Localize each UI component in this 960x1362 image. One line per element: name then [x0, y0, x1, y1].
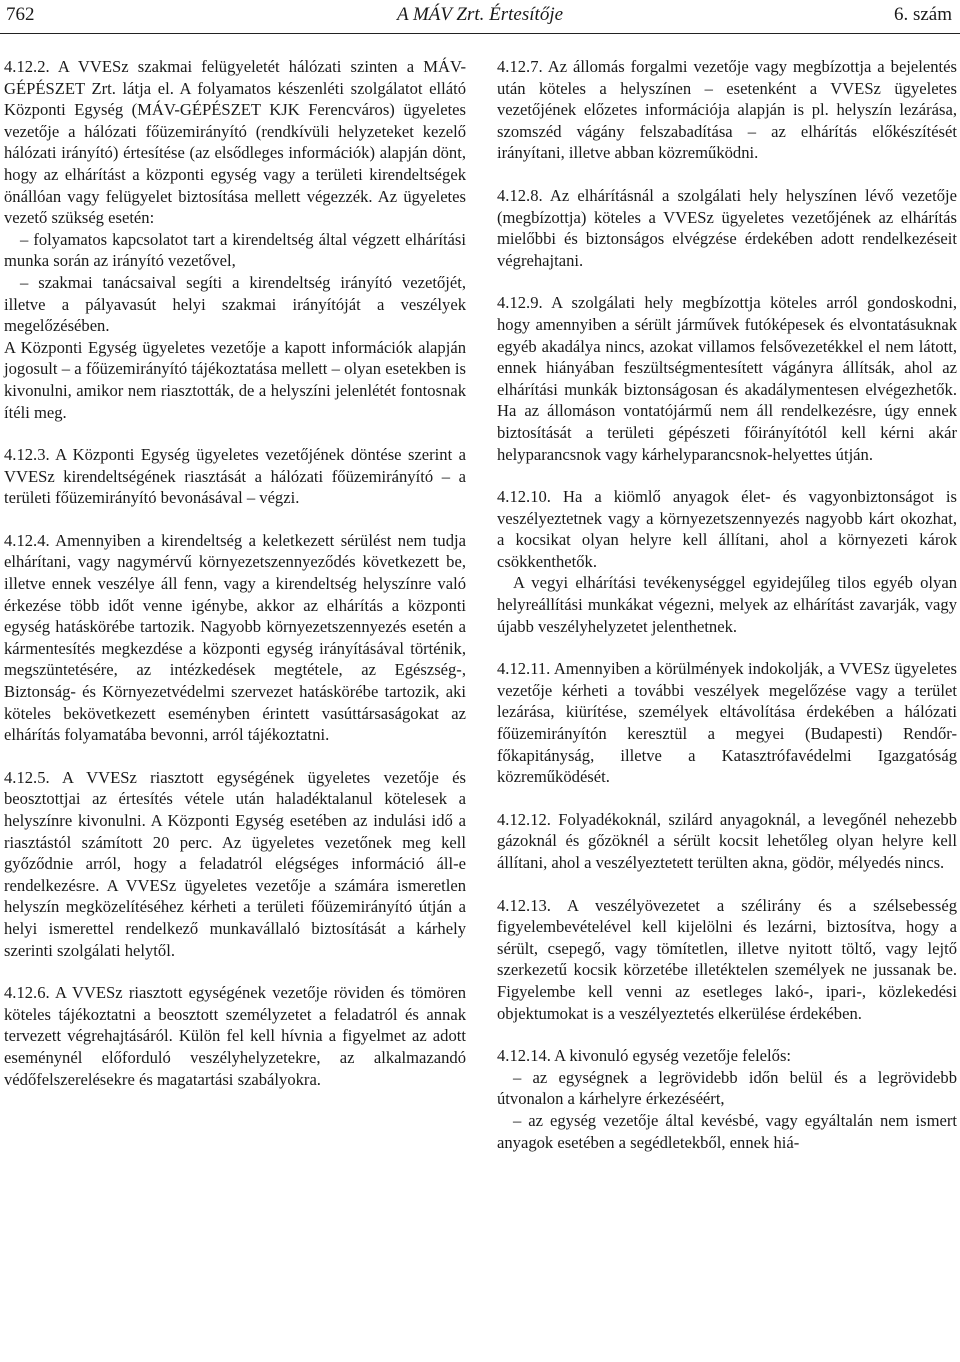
section-number: 4.12.9.	[497, 293, 543, 313]
section-4-12-10	[497, 486, 957, 572]
section-text: Az elhárításnál a szolgálati hely helyszínen lévő vezetője (megbízottja) köteles a VVESz ügyeletes vezetőjének az elhárítás mielőbbi és biztonságos elvégzése érdekében adott rendelkezéseit végrehajtani.	[497, 185, 957, 270]
section-number: 4.12.12.	[497, 809, 551, 829]
section-number: 4.12.11.	[497, 659, 551, 679]
section-text: Folyadékoknál, szilárd anyagoknál, a levegőnél nehezebb gázoknál és gőzöknél a sérült kocsit lehetőleg olyan helyre kell állítani, ahol a veszélyeztetett terülten akna, gödör, mélyedés nincs.	[497, 809, 957, 872]
section-number: 4.12.2.	[4, 57, 50, 76]
section-text: Amennyiben a kirendeltség a keletkezett sérülést nem tudja elhárítani, vagy nagymérvű környezetszennyeződés következett be, illetve ennek veszélye áll fenn, vagy a kirendeltség helyszínre való érkezése több időt venne igénybe, akkor az elhárítás a központi egység hatáskörébe tartozik. Nagyobb környezetszennyezés esetén a kármentesítés megkezdése a központi egység irányításával történik, megszüntetésére, az intézkedések megtétele, az Egészség-, Biztonság- és Környezetvédelmi szervezet hatáskörébe tartozik, aki köteles bekövetkezett eseményben érintett vasúttársaságokat az elhárítás folyamatába bevonni, arról tájékoztatni.	[4, 530, 466, 745]
section-4-12-13	[497, 895, 957, 1025]
section-number: 4.12.10.	[497, 487, 551, 507]
section-number: 4.12.8.	[497, 185, 543, 205]
page-number: 762	[6, 4, 35, 25]
left-column	[4, 56, 466, 1090]
section-4-12-9	[497, 292, 957, 465]
section-4-12-8	[497, 185, 957, 271]
section-text: A VVESz szakmai felügyeletét hálózati szinten a MÁV-GÉPÉSZET Zrt. látja el. A folyamatos készenléti szolgálatot ellátó Központi Egység (MÁV-GÉPÉSZET KJK Ferencváros) ügyeletes vezetője a hálózati főüzemirányító (rendkívüli helyzeteket kezelő hálózati irányító) értesítése (az elsődleges információk) alapján dönt, hogy az elhárítást a központi egység vagy a területi kirendeltségek önállóan vagy felügyelet biztosítása mellett végezzék. Az ügyeletes vezető szükség esetén:	[4, 57, 466, 228]
section-4-12-2	[4, 56, 466, 229]
section-text: A szolgálati hely megbízottja köteles arról gondoskodni, hogy amennyiben a sérült járművek futóképesek és elvontatásuknak egyéb akadálya nincs, azokat villamos felsővezetékkel el nem látott, ennek hiányában feszültségmentesített vágányra állítsák, ahol az elhárítási munkák biztonságosan és akadálymentesen elvégezhetők. Ha az állomáson vontatójármű nem áll rendelkezésre, úgy ennek biztosítását a területi gépészeti főirányítótól kell kérni akár helyparancsnok vagy kárhelyparancsnok-helyettes útján.	[497, 293, 957, 464]
page-header	[0, 0, 960, 36]
section-4-12-7	[497, 56, 957, 164]
section-4-12-4	[4, 530, 466, 746]
dash-item: – szakmai tanácsaival segíti a kirendeltség irányító vezetőjét, illetve a pályavasút helyi szakmai irányítóját a veszélyek megelőzésében.	[4, 272, 466, 336]
header-rule	[0, 33, 960, 34]
section-4-12-5	[4, 767, 466, 961]
section-number: 4.12.6.	[4, 983, 50, 1003]
section-4-12-6	[4, 982, 466, 1090]
section-number: 4.12.4.	[4, 530, 50, 550]
dash-item: – az egység vezetője által kevésbé, vagy egyáltalán nem ismert anyagok esetében a segédletekből, ennek hiá-	[497, 1110, 957, 1152]
section-text: A VVESz riasztott egységének ügyeletes vezetője és beosztottjai az értesítés vétele után haladéktalanul kötelesek a helyszínre kivonulni. A Központi Egység esetében az indulási idő a riasztástól számított 20 perc. Az ügyeletes vezetőnek meg kell győződnie arról, hogy a feladatról elégséges információ áll-e rendelkezésre. A VVESz ügyeletes vezetője a számára ismeretlen helyszín megközelítéséhez kérheti a területi főüzemirányító útján a helyi ismerettel rendelkező munkavállaló biztosítását a kárhely szerinti szolgálati helytől.	[4, 767, 466, 960]
dash-item: – az egységnek a legrövidebb időn belül és a legrövidebb útvonalon a kárhelyre érkezéséért,	[497, 1067, 957, 1109]
section-text: Ha a kiömlő anyagok élet- és vagyonbiztonságot is veszélyeztetnek vagy a környezetszennyezés nagyobb kárt okozhat, a kocsikat olyan helyre kell állítani, ahol a környezeti károk csökkenthetők.	[497, 487, 957, 571]
section-text: A VVESz riasztott egységének vezetője röviden és tömören köteles tájékoztatni a beosztott személyzetet a feladatról és annak tervezett végrehajtásáról. Külön fel kell hívnia a figyelmet az adott eseménynél előforduló veszélyhelyzetekre, az alkalmazandó védőfelszerelésekre és magatartási szabályokra.	[4, 983, 466, 1089]
paragraph: A vegyi elhárítási tevékenységgel egyidejűleg tilos egyéb olyan helyreállítási munkákat végezni, melyek az elhárítást zavarják, vagy újabb veszélyhelyzetet jelenthetnek.	[497, 573, 957, 636]
section-text: A veszélyövezetet a szélirány és a szélsebesség figyelembevételével kell kijelölni és lezárni, biztosítva, hogy a sérült, csepegő, vagy tömítetlen, illetve nyitott töltő, vagy lejtő szerkezetű kocsik körzetébe illetéktelen személyek ne jussanak be. Figyelembe kell venni az esetleges lakó-, ipari-, közlekedési objektumokat is a veszélyeztetés elkerülése érdekében.	[497, 895, 957, 1023]
issue-number: 6. szám	[893, 4, 952, 25]
section-number: 4.12.3.	[4, 445, 50, 465]
section-number: 4.12.7.	[497, 57, 543, 76]
right-column	[497, 56, 957, 1153]
paragraph: A Központi Egység ügyeletes vezetője a kapott információk alapján jogosult – a főüzemirányító tájékoztatása mellett – olyan esetekben is kivonulni, amikor nem riasztották, de a helyszíni jelenlétét fontosnak ítéli meg.	[4, 337, 466, 422]
section-number: 4.12.13.	[497, 895, 551, 915]
section-text: Amennyiben a körülmények indokolják, a VVESz ügyeletes vezetője kérheti a további veszélyek megelőzése vagy a terület lezárása, kiürítése, személyek eltávolítása érdekében a hálózati főüzemirányítón keresztül a megyei (Budapesti) Rendőr-főkapitányság, illetve a Katasztrófavédelmi Igazgatóság közreműködését.	[497, 659, 957, 787]
section-text: Az állomás forgalmi vezetője vagy megbízottja a bejelentés után köteles a helyszínen – esetenként a VVESz ügyeletes vezetőjének előzetes információja alapján is pl. helyszín lezárása, szomszéd vágány felszabadítása – az elhárítás előkészítését irányítani, illetve abban közreműködni.	[497, 57, 957, 163]
publication-title: A MÁV Zrt. Értesítője	[396, 4, 564, 25]
section-4-12-3	[4, 444, 466, 509]
section-number: 4.12.5.	[4, 767, 50, 787]
section-4-12-11	[497, 658, 957, 788]
section-number: 4.12.14.	[497, 1046, 551, 1066]
section-text: A kivonuló egység vezetője felelős:	[550, 1046, 792, 1066]
dash-item: – folyamatos kapcsolatot tart a kirendeltség által végzett elhárítási munka során az irányító vezetővel,	[4, 229, 466, 271]
section-text: A Központi Egység ügyeletes vezetőjének döntése szerint a VVESz kirendeltségének riasztását a hálózati főüzemirányító – a területi főüzemirányító bevonásával – végzi.	[4, 445, 466, 508]
section-4-12-12	[497, 809, 957, 874]
section-4-12-14	[497, 1045, 957, 1067]
